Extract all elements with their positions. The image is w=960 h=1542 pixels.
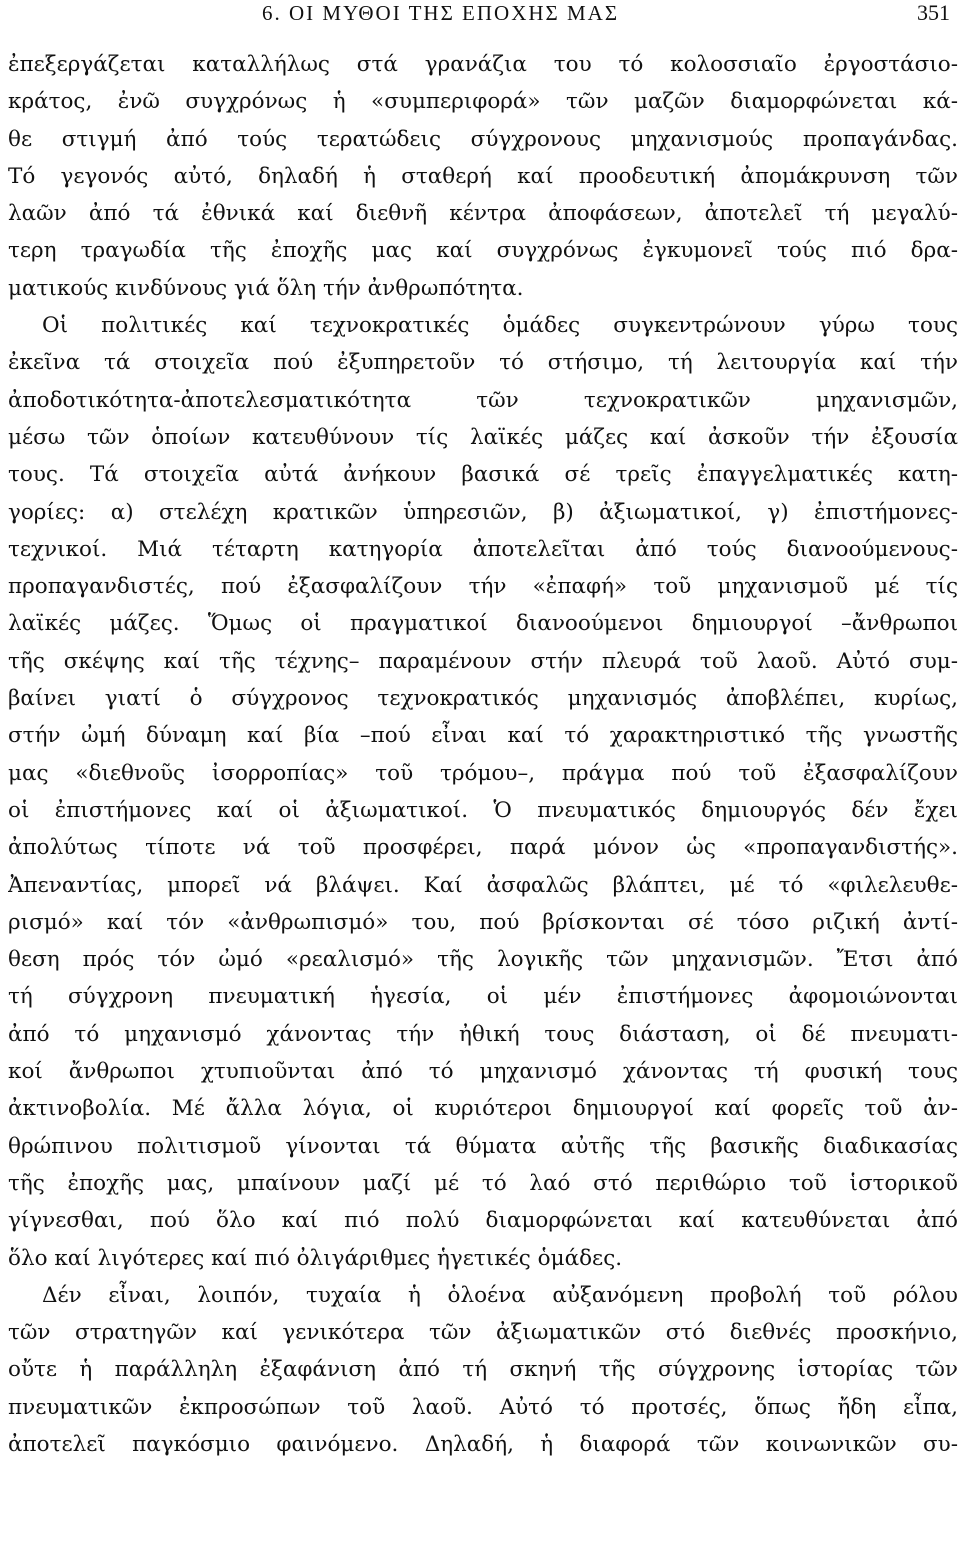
text-line: τή σύγχρονη πνευματική ἡγεσία, οἱ μέν ἐπιστήμονες ἀφομοιώνονται (8, 984, 958, 1010)
text-line: λαϊκές μάζες. Ὅμως οἱ πραγματικοί διανοούμενοι δημιουργοί –ἄνθρωποι (8, 611, 958, 637)
text-line: ρισμό» καί τόν «ἀνθρωπισμό» του, πού βρίσκονται σέ τόσο ριζική ἀντί- (8, 909, 958, 935)
running-head: 6. ΟΙ ΜΥΘΟΙ ΤΗΣ ΕΠΟΧΗΣ ΜΑΣ (262, 1, 620, 25)
text-line: στήν ὠμή δύναμη καί βία –πού εἶναι καί τό χαρακτηριστικό τῆς γνωστῆς (8, 723, 958, 749)
text-line: τῆς ἐποχῆς μας, μπαίνουν μαζί μέ τό λαό στό περιθώριο τοῦ ἱστορικοῦ (8, 1170, 958, 1196)
text-line: τῶν στρατηγῶν καί γενικότερα τῶν ἀξιωματικῶν στό διεθνές προσκήνιο, (8, 1320, 958, 1346)
text-line: ἀποτελεῖ παγκόσμιο φαινόμενο. Δηλαδή, ἡ διαφορά τῶν κοινωνικῶν συ- (8, 1431, 958, 1457)
text-line: λαῶν ἀπό τά ἐθνικά καί διεθνῆ κέντρα ἀποφάσεων, ἀποτελεῖ τή μεγαλύ- (8, 201, 958, 227)
text-line: τους. Τά στοιχεῖα αὐτά ἀνήκουν βασικά σέ τρεῖς ἐπαγγελματικές κατη- (8, 462, 958, 488)
text-line: μέσω τῶν ὁποίων κατευθύνουν τίς λαϊκές μάζες καί ἀσκοῦν τήν ἐξουσία (8, 424, 958, 450)
text-line: πνευματικῶν ἐκπροσώπων τοῦ λαοῦ. Αὐτό τό προτσές, ὅπως ἤδη εἶπα, (8, 1394, 958, 1420)
text-line: θρώπινου πολιτισμοῦ γίνονται τά θύματα αὐτῆς τῆς βασικῆς διαδικασίας (8, 1133, 958, 1159)
text-line: ἀποδοτικότητα-ἀποτελεσματικότητα τῶν τεχνοκρατικῶν μηχανισμῶν, (8, 387, 958, 413)
page-header (0, 0, 960, 34)
text-line: ἀκτινοβολία. Μέ ἄλλα λόγια, οἱ κυριότεροι δημιουργοί καί φορεῖς τοῦ ἀν- (8, 1096, 958, 1122)
text-line: Τό γεγονός αὐτό, δηλαδή ἡ σταθερή καί προοδευτική ἀπομάκρυνση τῶν (8, 163, 958, 189)
text-line: τῆς σκέψης καί τῆς τέχνης– παραμένουν στήν πλευρά τοῦ λαοῦ. Αὐτό συμ- (8, 648, 958, 674)
text-line: ἐκεῖνα τά στοιχεῖα πού ἐξυπηρετοῦν τό στήσιμο, τή λειτουργία καί τήν (8, 350, 958, 376)
text-line: ἀπολύτως τίποτε νά τοῦ προσφέρει, παρά μόνον ὡς «προπαγανδιστής». (8, 835, 958, 861)
text-line: γίγνεσθαι, πού ὅλο καί πιό πολύ διαμορφώνεται καί κατευθύνεται ἀπό (8, 1208, 958, 1234)
page-number: 351 (917, 0, 950, 25)
body-text (8, 46, 958, 1463)
text-line: οὔτε ἡ παράλληλη ἐξαφάνιση ἀπό τή σκηνή τῆς σύγχρονης ἱστορίας τῶν (8, 1357, 958, 1383)
text-line: ἀπό τό μηχανισμό χάνοντας τήν ἠθική τους διάσταση, οἱ δέ πνευματι- (8, 1021, 958, 1047)
text-line: ματικούς κινδύνους γιά ὅλη τήν ἀνθρωπότητα. (8, 275, 524, 301)
text-line: Ἀπεναντίας, μπορεῖ νά βλάψει. Καί ἀσφαλῶς βλάπτει, μέ τό «φιλελευθε- (8, 872, 958, 898)
text-line: κράτος, ἐνῶ συγχρόνως ἡ «συμπεριφορά» τῶν μαζῶν διαμορφώνεται κά- (8, 89, 958, 115)
text-line: τερη τραγωδία τῆς ἐποχῆς μας καί συγχρόνως ἐγκυμονεῖ τούς πιό δρα- (8, 238, 958, 264)
text-line: γορίες: α) στελέχη κρατικῶν ὑπηρεσιῶν, β) ἀξιωματικοί, γ) ἐπιστήμονες- (8, 499, 958, 525)
text-line: θεση πρός τόν ὠμό «ρεαλισμό» τῆς λογικῆς τῶν μηχανισμῶν. Ἔτσι ἀπό (8, 947, 958, 973)
text-line: τεχνικοί. Μιά τέταρτη κατηγορία ἀποτελεῖται ἀπό τούς διανοούμενους- (8, 536, 958, 562)
text-line: βαίνει γιατί ὁ σύγχρονος τεχνοκρατικός μηχανισμός ἀποβλέπει, κυρίως, (8, 686, 958, 712)
text-line: προπαγανδιστές, πού ἐξασφαλίζουν τήν «ἐπαφή» τοῦ μηχανισμοῦ μέ τίς (8, 574, 958, 600)
paragraph-start-line: Δέν εἶναι, λοιπόν, τυχαία ἡ ὁλοένα αὐξανόμενη προβολή τοῦ ρόλου (42, 1282, 958, 1308)
text-line: μας «διεθνοῦς ἰσορροπίας» τοῦ τρόμου–, πράγμα πού τοῦ ἐξασφαλίζουν (8, 760, 958, 786)
text-line: οἱ ἐπιστήμονες καί οἱ ἀξιωματικοί. Ὁ πνευματικός δημιουργός δέν ἔχει (8, 797, 958, 823)
text-line: θε στιγμή ἀπό τούς τερατώδεις σύγχρονους μηχανισμούς προπαγάνδας. (8, 126, 958, 152)
paragraph-start-line: Οἱ πολιτικές καί τεχνοκρατικές ὁμάδες συγκεντρώνουν γύρω τους (42, 313, 958, 339)
text-line: ἐπεξεργάζεται καταλλήλως στά γρανάζια του τό κολοσσιαῖο ἐργοστάσιο- (8, 52, 958, 77)
text-line: κοί ἄνθρωποι χτυπιοῦνται ἀπό τό μηχανισμό χάνοντας τή φυσική τους (8, 1059, 958, 1085)
text-line: ὅλο καί λιγότερες καί πιό ὀλιγάριθμες ἡγετικές ὁμάδες. (8, 1245, 623, 1271)
